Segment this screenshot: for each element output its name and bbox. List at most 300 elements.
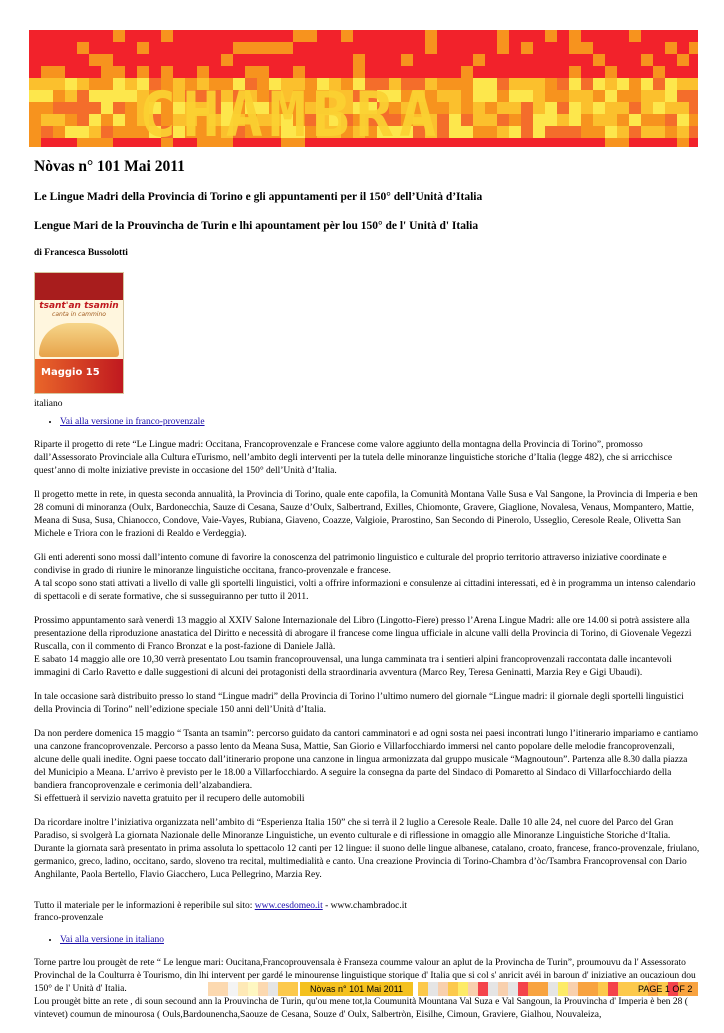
banner-tile [473, 138, 485, 147]
banner-tile [641, 30, 653, 42]
banner-tile [41, 30, 53, 42]
banner-tile [149, 54, 161, 66]
banner-tile [89, 30, 101, 42]
banner-tile [341, 30, 353, 42]
banner-tile [89, 138, 101, 147]
banner-tile [689, 114, 698, 126]
article-title: Nòvas n° 101 Mai 2011 [34, 158, 185, 175]
banner-tile [497, 138, 509, 147]
banner-tile [557, 30, 569, 42]
banner-tile [677, 54, 689, 66]
banner-tile [485, 126, 497, 138]
banner-tile [677, 138, 689, 147]
banner-tile [341, 66, 353, 78]
banner-tile [461, 66, 473, 78]
paragraph: Il progetto mette in rete, in questa seconda annualità, la Provincia di Torino, quale ente capofila, la Comunità Montana Valle Susa e Val Sangone, la Provincia di Imperia e ben 28 comuni di minoranza (Oulx, Bardonecchia, Sauze di Cesana, Sauze d’Oulx, Salbertrand, Exilles, Chiomonte, Gravere, Giaglione, Novalesa, Venaus, Mompantero, Mattie, Meana di Susa, Susa, Chianocco, Condove, Vaie-Vayes, Rubiana, Giaveno, Coazze, Valgioie, Prarostino, San Secondo di Pinerolo, Usseglio, Ceresole Reale, Olivetta San Michele e Triora con le frazioni di Realdo e Verdeggia). [34, 490, 698, 539]
banner-tile [653, 54, 665, 66]
banner-tile [29, 114, 41, 126]
banner-tile [473, 78, 485, 90]
footer-tile [448, 982, 458, 996]
banner-tile [593, 54, 605, 66]
banner-tile [617, 66, 629, 78]
banner-tile [449, 30, 461, 42]
banner-tile [461, 126, 473, 138]
banner-tile [533, 138, 545, 147]
banner-tile [89, 126, 101, 138]
banner-tile [641, 102, 653, 114]
page-number: PAGE 1 OF 2 [638, 984, 693, 994]
banner-tile [545, 90, 557, 102]
banner-tile [629, 138, 641, 147]
banner-tile [77, 42, 89, 54]
banner-tile [245, 30, 257, 42]
banner-tile [41, 42, 53, 54]
banner-tile [173, 66, 185, 78]
banner-tile [557, 114, 569, 126]
banner-tile [473, 126, 485, 138]
banner-tile [677, 90, 689, 102]
banner-tile [65, 126, 77, 138]
banner-tile [425, 54, 437, 66]
banner-tile [269, 30, 281, 42]
cesdomeo-link[interactable]: www.cesdomeo.it [254, 901, 323, 911]
banner-tile [125, 78, 137, 90]
banner-tile [53, 138, 65, 147]
footer-tile [548, 982, 558, 996]
banner-tile [125, 114, 137, 126]
banner-tile [497, 102, 509, 114]
banner-tile [137, 30, 149, 42]
banner-tile [545, 102, 557, 114]
banner-tile [689, 66, 698, 78]
banner-tile [677, 30, 689, 42]
banner-tile [557, 66, 569, 78]
banner-tile [593, 114, 605, 126]
banner-tile [509, 54, 521, 66]
banner-tile [197, 66, 209, 78]
banner-tile [617, 102, 629, 114]
banner-tile [101, 114, 113, 126]
banner-tile [329, 54, 341, 66]
banner-tile [485, 78, 497, 90]
footer-tile [558, 982, 568, 996]
footer-tile [218, 982, 228, 996]
banner-tile [521, 42, 533, 54]
banner-tile [473, 90, 485, 102]
footer-tile [278, 982, 288, 996]
footer-tile [568, 982, 578, 996]
footer-tile [418, 982, 428, 996]
banner-tile [353, 30, 365, 42]
banner-tile [641, 114, 653, 126]
banner-tile [161, 42, 173, 54]
banner-tile [569, 54, 581, 66]
banner-tile [461, 30, 473, 42]
banner-tile [209, 30, 221, 42]
banner-tile [101, 126, 113, 138]
link-list [34, 417, 700, 427]
banner-tile [497, 66, 509, 78]
banner-tile [65, 90, 77, 102]
banner-tile [485, 66, 497, 78]
footer-tile [288, 982, 298, 996]
paragraph: In tale occasione sarà distribuito presso lo stand “Lingue madri” della Provincia di Torino l’ultimo numero del giornale “Lingue madri: il giornale degli sportelli linguistici della Provincia di Torino” nell’edizione speciale 150 anni dell’Unità d’Italia. [34, 692, 684, 715]
event-poster-image [34, 272, 124, 394]
footer-tile [268, 982, 278, 996]
banner-tile [581, 30, 593, 42]
banner-tile [653, 126, 665, 138]
banner-tile [377, 30, 389, 42]
banner-tile [101, 90, 113, 102]
banner-tile [665, 126, 677, 138]
banner-tile [185, 66, 197, 78]
banner-tile [605, 54, 617, 66]
banner-tile [389, 30, 401, 42]
banner-tile [125, 102, 137, 114]
banner-tile [485, 30, 497, 42]
footer-tile [618, 982, 628, 996]
banner-tile [41, 54, 53, 66]
banner-tile [437, 54, 449, 66]
banner-tile [629, 66, 641, 78]
banner-tile [569, 126, 581, 138]
banner-tile [257, 54, 269, 66]
banner-tile [629, 126, 641, 138]
banner-tile [641, 66, 653, 78]
banner-tile [545, 126, 557, 138]
banner-tile [449, 138, 461, 147]
banner-tile [149, 66, 161, 78]
banner-tile [545, 66, 557, 78]
banner-tile [521, 78, 533, 90]
banner-tile [617, 90, 629, 102]
banner-tile [665, 78, 677, 90]
banner-tile [677, 102, 689, 114]
footer-tile [518, 982, 528, 996]
banner-tile [125, 30, 137, 42]
banner-tile [293, 30, 305, 42]
banner-tile [677, 42, 689, 54]
banner-tile [293, 42, 305, 54]
banner-tile [413, 42, 425, 54]
banner-tile [53, 114, 65, 126]
banner-tile [389, 54, 401, 66]
banner-tile [329, 30, 341, 42]
banner-tile [449, 54, 461, 66]
banner-tile [89, 102, 101, 114]
banner-tile [485, 54, 497, 66]
paragraph: Torne partre lou prougèt de rete “ Le lengue mari: Oucitana,Francoprouvensala è Franseza coumme valour an aplut de la Provincha de Turin”, proumouvu da l' Assessorato Provinchal de la Coulturra è Tourismo, din lhi intervent per gardé le minourense linguistique storique d' Italia que si col s' anricit avéi in baroun d' iniziative an oucazioun dou 150° de l' Unità d' Italia. Lou prougèt bitte an rete , di soun secound ann la Prouvincha de Turin, qu'ou mene tot,la Coumunità Mountana Val Suza e Val Sangoun, la Prouvincha d' Imperia è ben 28 ( vintevet) coumun de minourosa ( Ouls,Bardounencha,Saouze de Cesana, Souze d' Oulx, Salbertròn, Eisilhe, Cimoun, Graviere, Gialhou, Nouvaleiza, [34, 958, 696, 1020]
banner-tile [125, 90, 137, 102]
banner-tile [653, 30, 665, 42]
banner-tile [113, 126, 125, 138]
banner-tile [557, 54, 569, 66]
poster-header [35, 273, 123, 300]
banner-tile [173, 30, 185, 42]
footer-tile [248, 982, 258, 996]
banner-tile [449, 114, 461, 126]
banner-tile [365, 54, 377, 66]
banner-tile [473, 30, 485, 42]
banner-tile [593, 126, 605, 138]
banner-tile [665, 114, 677, 126]
banner-tile [581, 90, 593, 102]
banner-tile [617, 138, 629, 147]
banner-tile [125, 126, 137, 138]
banner-tile [77, 102, 89, 114]
banner-tile [653, 66, 665, 78]
banner-tile [533, 114, 545, 126]
banner-tile [161, 30, 173, 42]
banner-tile [293, 66, 305, 78]
banner-tile [485, 42, 497, 54]
banner-tile [617, 54, 629, 66]
article [34, 158, 700, 1033]
footer-tile [438, 982, 448, 996]
link-italian-version[interactable]: Vai alla versione in italiano [60, 935, 164, 945]
banner-tile [641, 54, 653, 66]
banner-tile [629, 30, 641, 42]
banner-tile [449, 66, 461, 78]
banner-tile [281, 54, 293, 66]
banner-tile [593, 138, 605, 147]
banner-tile [581, 126, 593, 138]
banner-tile [413, 54, 425, 66]
banner-tile [641, 138, 653, 147]
banner-tile [53, 54, 65, 66]
banner-tile [353, 54, 365, 66]
banner-tile [449, 42, 461, 54]
banner-tile [101, 42, 113, 54]
banner-tile [305, 42, 317, 54]
banner-tile [53, 30, 65, 42]
banner-logo-text: CHAMBRA [139, 78, 443, 147]
banner-tile [29, 30, 41, 42]
banner-tile [125, 54, 137, 66]
banner-tile [425, 42, 437, 54]
banner-tile [461, 138, 473, 147]
banner-tile [329, 42, 341, 54]
banner-tile [65, 102, 77, 114]
banner-tile [221, 66, 233, 78]
info-suffix: - www.chambradoc.it [322, 901, 408, 911]
banner-tile [173, 54, 185, 66]
banner-tile [281, 30, 293, 42]
banner-tile [317, 42, 329, 54]
banner-tile [29, 90, 41, 102]
banner-tile [65, 42, 77, 54]
banner-tile [341, 42, 353, 54]
banner-tile [461, 114, 473, 126]
banner-tile [557, 78, 569, 90]
footer-tile [428, 982, 438, 996]
banner-tile [557, 126, 569, 138]
banner-tile [545, 78, 557, 90]
banner-tile [305, 54, 317, 66]
footer-tile [488, 982, 498, 996]
banner-tile [65, 30, 77, 42]
banner-tile [209, 66, 221, 78]
banner-tile [77, 138, 89, 147]
banner-tile [149, 42, 161, 54]
banner-tile [41, 114, 53, 126]
banner-tile [617, 42, 629, 54]
banner-tile [677, 78, 689, 90]
list-item [60, 935, 700, 945]
banner-tile [317, 54, 329, 66]
banner-tile [101, 78, 113, 90]
banner-tile [437, 30, 449, 42]
banner-tile [89, 78, 101, 90]
banner-tile [497, 54, 509, 66]
banner-tile [41, 138, 53, 147]
footer-tile [608, 982, 618, 996]
banner-tile [497, 126, 509, 138]
banner-tile [533, 30, 545, 42]
banner-tile [689, 30, 698, 42]
footer-tile [538, 982, 548, 996]
header-banner [29, 30, 698, 147]
banner-tile [497, 90, 509, 102]
banner-tile [653, 90, 665, 102]
banner-tile [53, 66, 65, 78]
footer-tile [598, 982, 608, 996]
banner-tile [353, 66, 365, 78]
banner-tile [641, 42, 653, 54]
banner-tile [665, 90, 677, 102]
banner-tile [605, 78, 617, 90]
footer-tile [508, 982, 518, 996]
banner-tile [485, 138, 497, 147]
banner-tile [413, 66, 425, 78]
banner-tile [149, 30, 161, 42]
banner-tile [113, 138, 125, 147]
banner-tile [557, 102, 569, 114]
banner-tile [89, 54, 101, 66]
banner-tile [677, 126, 689, 138]
banner-tile [569, 78, 581, 90]
banner-tile [293, 54, 305, 66]
banner-tile [509, 126, 521, 138]
banner-tile [113, 30, 125, 42]
banner-tile [53, 78, 65, 90]
banner-tile [605, 30, 617, 42]
footer-tile [578, 982, 588, 996]
banner-tile [689, 138, 698, 147]
banner-tile [41, 126, 53, 138]
banner-tile [41, 78, 53, 90]
banner-tile [233, 42, 245, 54]
banner-tile [641, 90, 653, 102]
banner-tile [581, 102, 593, 114]
banner-tile [617, 126, 629, 138]
banner-tile [101, 138, 113, 147]
banner-tile [449, 126, 461, 138]
banner-tile [209, 54, 221, 66]
banner-tile [605, 102, 617, 114]
banner-tile [665, 66, 677, 78]
banner-tile [233, 66, 245, 78]
banner-tile [113, 66, 125, 78]
banner-tile [353, 42, 365, 54]
banner-tile [365, 30, 377, 42]
banner-tile [629, 54, 641, 66]
banner-tile [689, 90, 698, 102]
banner-tile [521, 90, 533, 102]
banner-tile [689, 126, 698, 138]
banner-tile [29, 102, 41, 114]
paragraph: Gli enti aderenti sono mossi dall’intento comune di favorire la conoscenza del patrimonio linguistico e culturale del proprio territorio attraverso iniziative coordinate e condivise in grado di riunire le minoranze linguistiche occitana, franco-provenzale e francese. A tal scopo sono stati attivati a livello di valle gli sportelli linguistici, volti a offrire informazioni e consulenze ai cittadini interessati, ed è in programma un intenso calendario di spettacoli e di serate formative, che si susseguiranno per tutto il 2011. [34, 553, 696, 602]
footer-tile [208, 982, 218, 996]
banner-tile [89, 42, 101, 54]
banner-tile [569, 138, 581, 147]
banner-tile [53, 42, 65, 54]
banner-tile [593, 78, 605, 90]
banner-tile [497, 78, 509, 90]
banner-tile [305, 66, 317, 78]
banner-tile [473, 114, 485, 126]
banner-tile [677, 66, 689, 78]
banner-tile [473, 54, 485, 66]
banner-tile [461, 42, 473, 54]
banner-tile [389, 66, 401, 78]
banner-tile [473, 102, 485, 114]
link-francoprovencal-version[interactable]: Vai alla versione in franco-provenzale [60, 417, 205, 427]
banner-tile [269, 54, 281, 66]
banner-tile [77, 54, 89, 66]
banner-tile [65, 54, 77, 66]
banner-tile [197, 42, 209, 54]
footer-tile [258, 982, 268, 996]
banner-tile [533, 78, 545, 90]
banner-tile [341, 54, 353, 66]
banner-tile [161, 54, 173, 66]
banner-tile [101, 30, 113, 42]
banner-tile [629, 90, 641, 102]
banner-tile [533, 102, 545, 114]
banner-tile [209, 42, 221, 54]
banner-tile [377, 66, 389, 78]
banner-tile [113, 114, 125, 126]
banner-tile [509, 66, 521, 78]
banner-tile [653, 114, 665, 126]
banner-tile [605, 90, 617, 102]
banner-tile [113, 102, 125, 114]
banner-tile [653, 78, 665, 90]
banner-tile [593, 66, 605, 78]
banner-tile [89, 114, 101, 126]
banner-tile [77, 66, 89, 78]
banner-tile [521, 138, 533, 147]
banner-tile [533, 66, 545, 78]
banner-tile [509, 138, 521, 147]
banner-tile [665, 138, 677, 147]
banner-tile [629, 78, 641, 90]
banner-tile [257, 30, 269, 42]
subtitle-francoprovencal: Lengue Mari de la Prouvincha de Turin e lhi apountament pèr lou 150° de l' Unità d' Italia [34, 220, 479, 232]
footer-tile [628, 982, 638, 996]
section-label-italian: italiano [34, 399, 63, 409]
banner-tile [617, 78, 629, 90]
banner-tile [653, 42, 665, 54]
banner-tile [245, 54, 257, 66]
banner-tile [377, 42, 389, 54]
banner-tile [593, 30, 605, 42]
link-list [34, 935, 700, 945]
italian-text [34, 439, 700, 882]
banner-tile [677, 114, 689, 126]
banner-tile [377, 54, 389, 66]
